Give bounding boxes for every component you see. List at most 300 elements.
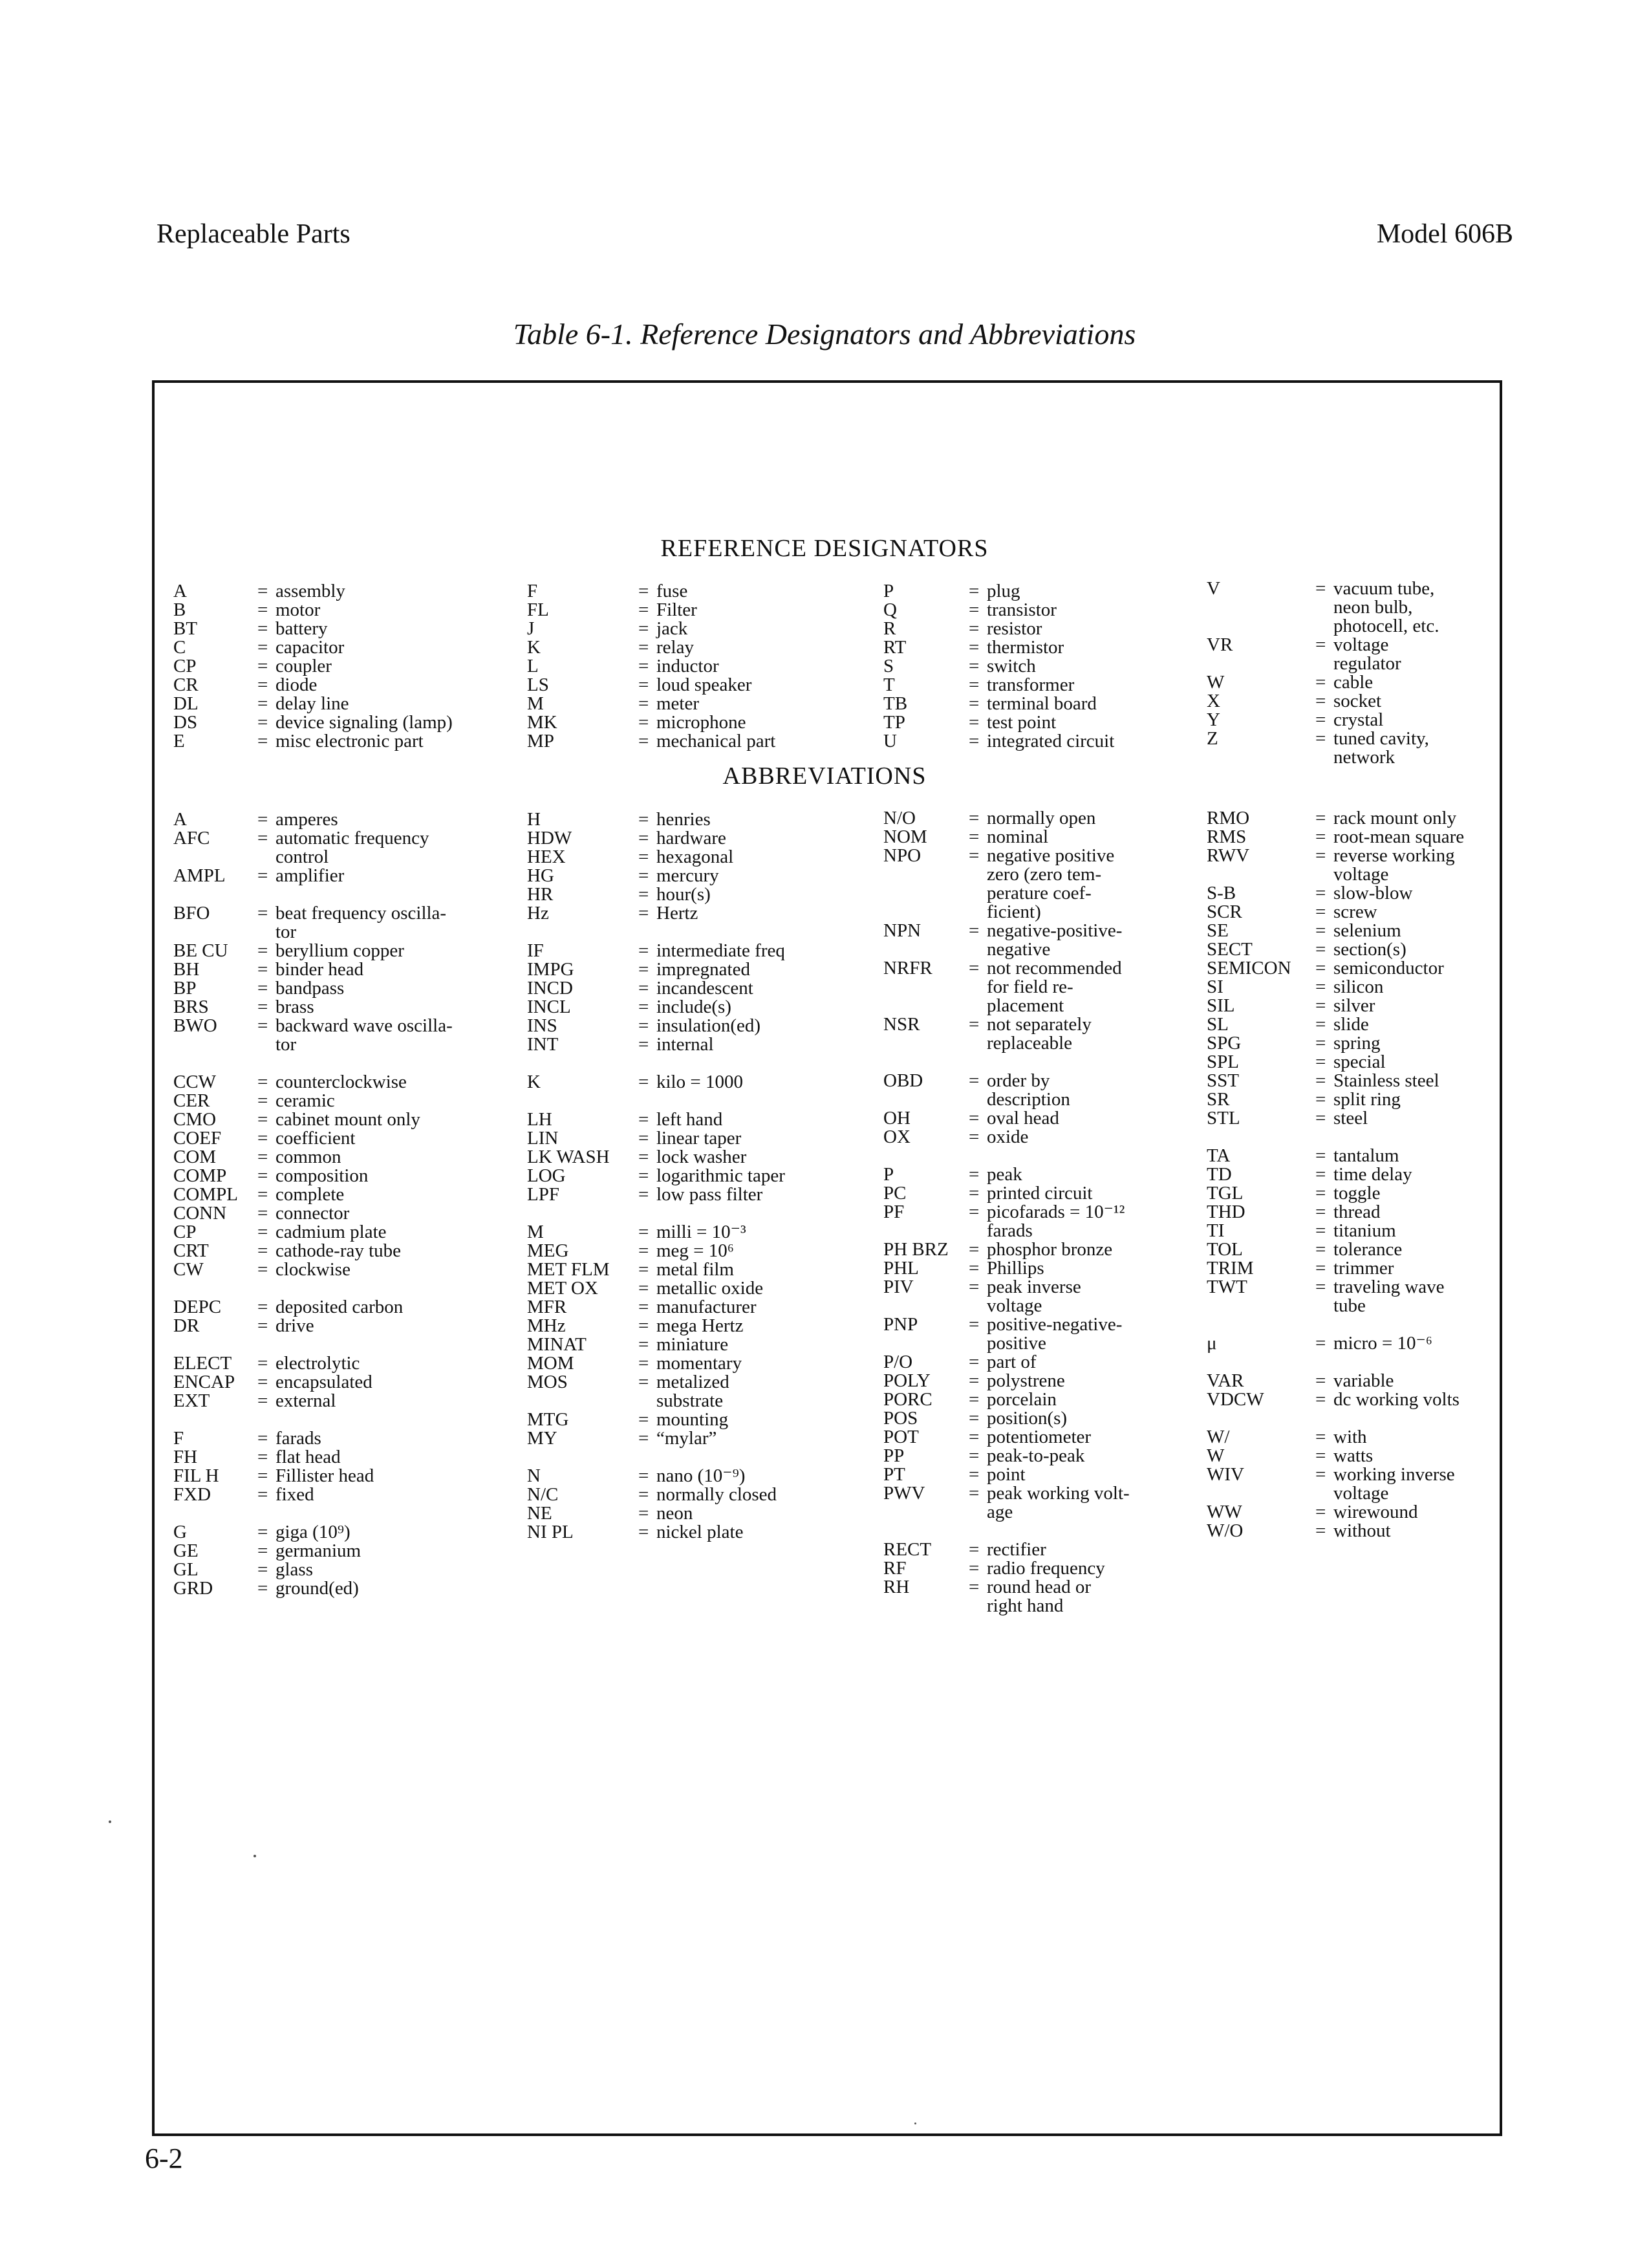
table-row (1207, 1447, 1464, 1465)
abbreviation-code: LOG (527, 1165, 566, 1186)
abbreviation-code: COMPL (173, 1184, 238, 1205)
abbreviation-code: TD (1207, 1164, 1232, 1185)
abbreviation-definition: miniature (656, 1334, 729, 1355)
equals-sign (1315, 654, 1333, 673)
table-row (1207, 748, 1439, 767)
abbreviation-definition: electrolytic (275, 1353, 360, 1374)
abbreviation-code: LIN (527, 1128, 559, 1149)
abbreviation-code: P (883, 581, 894, 601)
equals-sign: = (1315, 1370, 1326, 1391)
equals-sign: = (1315, 939, 1326, 960)
equals-sign: = (969, 1464, 980, 1485)
abbreviation-code: INCD (527, 978, 573, 999)
abbreviation-definition: connector (275, 1203, 350, 1224)
equals-sign: = (969, 656, 980, 676)
equals-sign: = (638, 1072, 649, 1092)
abbreviation-definition: beryllium copper (275, 940, 404, 961)
table-row (1207, 1090, 1464, 1109)
equals-sign: = (257, 1090, 268, 1111)
table-row (173, 1242, 453, 1260)
abbreviation-definition: wirewound (1333, 1502, 1418, 1522)
abbreviation-definition: counterclockwise (275, 1072, 407, 1092)
equals-sign: = (638, 637, 649, 658)
abbreviation-code: SI (1207, 977, 1223, 997)
table-row (1207, 1278, 1464, 1297)
abbreviation-definition: crystal (1333, 709, 1384, 730)
table-row (883, 1503, 1130, 1522)
abbreviation-code (883, 940, 969, 959)
abbreviation-definition: peak (987, 1164, 1022, 1185)
equals-sign: = (638, 731, 649, 751)
equals-sign: = (257, 959, 268, 980)
equals-sign (969, 1222, 987, 1240)
table-row (173, 1467, 453, 1485)
equals-sign: = (1315, 1239, 1326, 1260)
table-row (1207, 1015, 1464, 1034)
abbreviation-definition: milli = 10⁻³ (656, 1222, 746, 1242)
table-row (527, 601, 775, 620)
equals-sign: = (638, 940, 649, 961)
abbreviation-definition: Filter (656, 599, 697, 620)
abbreviation-definition: ground(ed) (275, 1578, 359, 1599)
equals-sign: = (257, 828, 268, 848)
equals-sign: = (969, 1277, 980, 1297)
table-row (527, 1223, 785, 1242)
equals-sign (969, 978, 987, 997)
equals-sign: = (638, 1165, 649, 1186)
abbreviation-definition: rack mount only (1333, 808, 1457, 828)
equals-sign: = (257, 1390, 268, 1411)
abbreviation-definition: left hand (656, 1109, 723, 1130)
table-row (883, 1578, 1130, 1597)
abbreviation-code: TA (1207, 1145, 1231, 1166)
equals-sign (257, 923, 275, 942)
abbreviation-definition: section(s) (1333, 939, 1406, 960)
table-row (1207, 884, 1464, 903)
equals-sign (1315, 598, 1333, 617)
abbreviation-code: NRFR (883, 958, 932, 978)
abbreviations-title: ABBREVIATIONS (722, 762, 927, 790)
table-row (883, 1165, 1130, 1184)
abbreviation-definition: complete (275, 1184, 345, 1205)
abbreviation-code: G (173, 1522, 187, 1542)
abbreviation-code: GRD (173, 1578, 213, 1599)
equals-sign: = (638, 1222, 649, 1242)
table-row (527, 867, 785, 885)
abbreviation-code: P (883, 1164, 894, 1185)
abbreviation-code: PP (883, 1445, 905, 1466)
abbreviation-code: Hz (527, 903, 549, 923)
equals-sign: = (969, 808, 980, 828)
abbreviation-definition: voltage (987, 1295, 1042, 1316)
abbreviation-definition: meter (656, 693, 700, 714)
table-row (883, 1428, 1130, 1447)
abbreviation-definition: point (987, 1464, 1026, 1485)
abbreviation-definition: zero (zero tem- (987, 864, 1102, 885)
abbreviation-code: WIV (1207, 1464, 1244, 1485)
abbreviation-code: BFO (173, 903, 210, 923)
abbreviation-definition: oxide (987, 1127, 1029, 1147)
abbreviation-definition: backward wave oscilla- (275, 1015, 453, 1036)
equals-sign: = (1315, 691, 1326, 711)
table-row (527, 979, 785, 998)
equals-sign: = (638, 1259, 649, 1280)
equals-sign: = (638, 1315, 649, 1336)
abbreviation-code: F (527, 581, 538, 601)
abbreviation-code: TRIM (1207, 1258, 1254, 1279)
abbreviation-code: BT (173, 618, 198, 639)
abbreviation-code: U (883, 731, 897, 751)
table-row (527, 1429, 785, 1448)
table-row (173, 1260, 453, 1279)
equals-sign: = (638, 1372, 649, 1392)
equals-sign (1315, 865, 1333, 884)
abbreviation-definition: not recommended (987, 958, 1122, 978)
abbreviation-definition: assembly (275, 581, 345, 601)
equals-sign: = (638, 1465, 649, 1486)
equals-sign: = (638, 618, 649, 639)
equals-sign (969, 1297, 987, 1315)
abbreviation-definition: Fillister head (275, 1465, 374, 1486)
table-row (883, 997, 1130, 1015)
equals-sign: = (638, 828, 649, 848)
equals-sign: = (638, 809, 649, 830)
abbreviation-code: VR (1207, 634, 1233, 655)
abbreviation-definition: normally closed (656, 1484, 777, 1505)
abbreviation-code: MTG (527, 1409, 569, 1430)
abbreviation-definition: Stainless steel (1333, 1070, 1439, 1091)
abbreviation-definition: screw (1333, 902, 1377, 922)
table-row (883, 828, 1130, 847)
equals-sign: = (257, 1297, 268, 1317)
equals-sign: = (1315, 902, 1326, 922)
abbreviation-code: FH (173, 1447, 198, 1467)
equals-sign: = (969, 1389, 980, 1410)
table-row (527, 1373, 785, 1392)
abbreviation-definition: silver (1333, 995, 1375, 1016)
abbreviation-definition: amperes (275, 809, 338, 830)
abbreviation-definition: polystrene (987, 1370, 1065, 1391)
table-row (883, 1447, 1130, 1465)
table-row (883, 1278, 1130, 1297)
equals-sign: = (969, 712, 980, 733)
equals-sign: = (969, 1070, 980, 1091)
table-row (1207, 922, 1464, 940)
table-row (527, 1298, 785, 1317)
equals-sign: = (257, 693, 268, 714)
abbreviation-definition: thermistor (987, 637, 1064, 658)
abbreviation-definition: split ring (1333, 1089, 1401, 1110)
abbreviation-code (1207, 1484, 1315, 1503)
abbreviation-definition: farads (987, 1220, 1033, 1241)
equals-sign (969, 1090, 987, 1109)
abbreviation-code: ENCAP (173, 1372, 235, 1392)
abbreviation-definition: manufacturer (656, 1297, 757, 1317)
equals-sign: = (257, 978, 268, 999)
table-row (1207, 1259, 1464, 1278)
abbreviation-code: AFC (173, 828, 210, 848)
abbreviation-code: SL (1207, 1014, 1229, 1035)
equals-sign: = (969, 1258, 980, 1279)
abbreviation-code: DEPC (173, 1297, 222, 1317)
equals-sign: = (969, 1108, 980, 1129)
equals-sign: = (257, 903, 268, 923)
abbreviation-code: PH BRZ (883, 1239, 949, 1260)
table-row (527, 732, 775, 751)
abbreviation-code: MINAT (527, 1334, 587, 1355)
table-row (527, 1110, 785, 1129)
abbreviation-definition: nickel plate (656, 1522, 744, 1542)
abbreviation-definition: time delay (1333, 1164, 1412, 1185)
equals-sign: = (257, 1428, 268, 1449)
table-row (527, 1279, 785, 1298)
table-row (1207, 617, 1439, 636)
abbreviation-definition: perature coef- (987, 883, 1092, 903)
table-row (1207, 1428, 1464, 1447)
abbreviation-code: NI PL (527, 1522, 574, 1542)
abbreviation-definition: radio frequency (987, 1558, 1105, 1579)
equals-sign: = (638, 1522, 649, 1542)
abbreviation-definition: voltage (1333, 1483, 1389, 1504)
abbreviation-code: Y (1207, 709, 1220, 730)
equals-sign: = (969, 1202, 980, 1222)
abbreviation-code (173, 1035, 257, 1054)
abbreviation-definition: neon (656, 1503, 693, 1524)
abbreviation-code: COM (173, 1147, 217, 1167)
abbreviation-definition: silicon (1333, 977, 1384, 997)
table-row (1207, 828, 1464, 847)
abbreviation-definition: not separately (987, 1014, 1092, 1035)
abbreviation-code: BP (173, 978, 197, 999)
equals-sign: = (257, 1015, 268, 1036)
abbreviation-code: HEX (527, 847, 566, 867)
equals-sign: = (969, 1370, 980, 1391)
table-caption: Table 6-1. Reference Designators and Abbreviations (513, 318, 1136, 351)
abbreviation-code: AMPL (173, 865, 226, 886)
abbreviation-code: BH (173, 959, 200, 980)
table-row (173, 1129, 453, 1148)
abbreviation-definition: glass (275, 1559, 313, 1580)
equals-sign: = (257, 1447, 268, 1467)
equals-sign: = (638, 959, 649, 980)
abbreviation-code: MY (527, 1428, 557, 1449)
equals-sign: = (1315, 1502, 1326, 1522)
abbreviation-code: POS (883, 1408, 918, 1429)
table-row (883, 1315, 1130, 1334)
table-row (883, 978, 1130, 997)
equals-sign: = (969, 1352, 980, 1372)
equals-sign: = (1315, 1145, 1326, 1166)
table-row (1207, 809, 1464, 828)
equals-sign: = (1315, 578, 1326, 599)
equals-sign: = (638, 865, 649, 886)
abbreviation-definition: plug (987, 581, 1020, 601)
abbreviation-code: HG (527, 865, 554, 886)
abbreviation-code: SEMICON (1207, 958, 1291, 978)
abbreviation-code: CER (173, 1090, 210, 1111)
table-row (527, 1317, 785, 1335)
abbreviation-definition: steel (1333, 1108, 1368, 1129)
abbreviation-code: BWO (173, 1015, 217, 1036)
abbreviation-definition: linear taper (656, 1128, 742, 1149)
table-row (173, 676, 453, 695)
abbreviation-code: RMS (1207, 826, 1247, 847)
abbreviation-code: RWV (1207, 845, 1250, 866)
abbreviation-code: GE (173, 1540, 199, 1561)
equals-sign: = (1315, 995, 1326, 1016)
abbreviation-definition: mechanical part (656, 731, 776, 751)
equals-sign: = (969, 675, 980, 695)
table-row (883, 638, 1114, 657)
table-row (883, 1540, 1130, 1559)
abbreviation-definition: fuse (656, 581, 688, 601)
table-row (527, 1354, 785, 1373)
table-row (883, 1184, 1130, 1203)
abbreviation-definition: placement (987, 995, 1064, 1016)
abbreviation-code: PWV (883, 1483, 925, 1504)
abbreviation-definition: encapsulated (275, 1372, 372, 1392)
table-row (883, 732, 1114, 751)
reference-designators-column (1207, 579, 1439, 767)
equals-sign: = (257, 1128, 268, 1149)
table-row (1207, 711, 1439, 729)
abbreviation-definition: dc working volts (1333, 1389, 1460, 1410)
table-row (883, 959, 1130, 978)
abbreviation-definition: logarithmic taper (656, 1165, 785, 1186)
abbreviation-code (173, 923, 257, 942)
table-row (527, 998, 785, 1017)
abbreviation-definition: metalized (656, 1372, 729, 1392)
abbreviation-code: T (883, 675, 895, 695)
equals-sign (969, 940, 987, 959)
table-row (1207, 1165, 1464, 1184)
equals-sign (257, 848, 275, 867)
equals-sign (1315, 748, 1333, 767)
abbreviation-code: R (883, 618, 896, 639)
table-row (1207, 1240, 1464, 1259)
table-row (883, 1353, 1130, 1372)
abbreviation-definition: drive (275, 1315, 314, 1336)
equals-sign: = (257, 581, 268, 601)
table-row (883, 1597, 1130, 1615)
abbreviation-definition: capacitor (275, 637, 345, 658)
table-row (527, 1504, 785, 1523)
abbreviation-code: DR (173, 1315, 200, 1336)
abbreviation-definition: control (275, 847, 329, 867)
equals-sign: = (257, 997, 268, 1017)
equals-sign: = (638, 1034, 649, 1055)
abbreviation-definition: regulator (1333, 653, 1401, 674)
abbreviation-definition: tuned cavity, (1333, 728, 1429, 749)
table-row (883, 865, 1130, 884)
abbreviation-code: F (173, 1428, 184, 1449)
abbreviation-definition: nominal (987, 826, 1049, 847)
abbreviation-code: TP (883, 712, 905, 733)
table-row (173, 1373, 453, 1392)
abbreviation-code: CW (173, 1259, 204, 1280)
abbreviation-code: E (173, 731, 185, 751)
abbreviation-code: H (527, 809, 541, 830)
abbreviation-code: A (173, 581, 187, 601)
abbreviation-definition: include(s) (656, 997, 731, 1017)
equals-sign: = (257, 940, 268, 961)
equals-sign (257, 1035, 275, 1054)
table-row (527, 676, 775, 695)
abbreviation-definition: integrated circuit (987, 731, 1115, 751)
abbreviation-code (1207, 865, 1315, 884)
equals-sign: = (1315, 1202, 1326, 1222)
equals-sign: = (638, 903, 649, 923)
abbreviation-definition: watts (1333, 1445, 1374, 1466)
abbreviation-code (883, 1090, 969, 1109)
equals-sign: = (969, 618, 980, 639)
equals-sign: = (638, 1409, 649, 1430)
table-row (527, 848, 785, 867)
equals-sign: = (969, 1239, 980, 1260)
abbreviation-definition: germanium (275, 1540, 361, 1561)
table-row (1207, 1334, 1464, 1353)
table-row (173, 1185, 453, 1204)
table-row (883, 884, 1130, 903)
abbreviation-code (883, 1222, 969, 1240)
abbreviation-definition: ficient) (987, 902, 1041, 922)
table-row (173, 657, 453, 676)
abbreviation-definition: meg = 10⁶ (656, 1240, 734, 1261)
abbreviation-code: BRS (173, 997, 209, 1017)
equals-sign: = (638, 884, 649, 905)
abbreviation-definition: photocell, etc. (1333, 616, 1439, 636)
abbreviation-definition: ceramic (275, 1090, 335, 1111)
equals-sign: = (257, 809, 268, 830)
scan-speck (253, 1855, 256, 1857)
table-row (883, 676, 1114, 695)
abbreviation-code: MP (527, 731, 554, 751)
abbreviation-definition: right hand (987, 1595, 1064, 1616)
table-row (883, 1297, 1130, 1315)
abbreviation-definition: composition (275, 1165, 369, 1186)
table-row (173, 998, 453, 1017)
abbreviation-definition: external (275, 1390, 336, 1411)
abbreviation-code: K (527, 637, 541, 658)
table-row (1207, 1484, 1464, 1503)
abbreviation-definition: motor (275, 599, 321, 620)
table-row (527, 1410, 785, 1429)
table-row (883, 1390, 1130, 1409)
table-row (173, 942, 453, 960)
abbreviation-code: LH (527, 1109, 552, 1130)
table-row (1207, 1522, 1464, 1540)
abbreviation-definition: vacuum tube, (1333, 578, 1435, 599)
abbreviation-code: MK (527, 712, 557, 733)
abbreviation-definition: terminal board (987, 693, 1097, 714)
equals-sign (1315, 617, 1333, 636)
abbreviation-definition: beat frequency oscilla- (275, 903, 447, 923)
abbreviation-definition: coupler (275, 656, 332, 676)
abbreviation-definition: loud speaker (656, 675, 752, 695)
abbreviation-code: C (173, 637, 186, 658)
abbreviation-code: OX (883, 1127, 911, 1147)
equals-sign: = (969, 826, 980, 847)
equals-sign: = (638, 1184, 649, 1205)
abbreviation-code: COEF (173, 1128, 222, 1149)
equals-sign: = (257, 618, 268, 639)
header-model-name: Model 606B (1376, 219, 1513, 249)
abbreviation-code (883, 1334, 969, 1353)
abbreviation-code: RF (883, 1558, 907, 1579)
abbreviation-code (1207, 598, 1315, 617)
abbreviations-column (1207, 809, 1464, 1540)
abbreviation-code (883, 1297, 969, 1315)
